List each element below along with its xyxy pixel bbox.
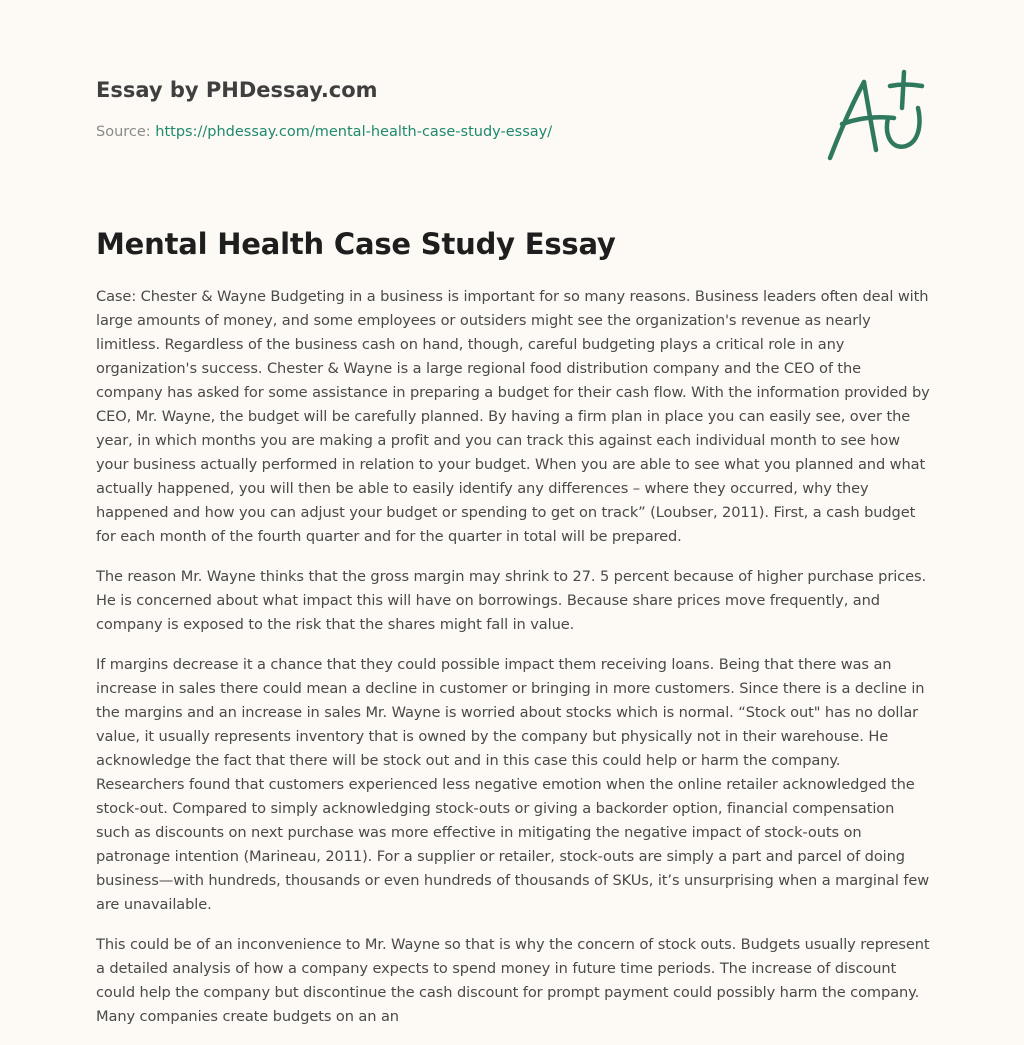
essay-body [96, 285, 930, 1045]
source-link[interactable]: https://phdessay.com/mental-health-case-study-essay/ [155, 124, 553, 140]
essay-paragraph: The reason Mr. Wayne thinks that the gross margin may shrink to 27. 5 percent because of higher purchase prices. He is concerned about what impact this will have on borrowings. Because share prices move frequently, and company is exposed to the risk that the shares might fall in value. [96, 568, 927, 633]
essay-paragraph: Case: Chester & Wayne Budgeting in a business is important for so many reasons. Business leaders often deal with large amounts of money, and some employees or outsiders might see the organization's revenue as nearly limitless. Regardless of the business cash on hand, though, careful budgeting plays a critical role in any organization's success. Chester & Wayne is a large regional food distribution company and the CEO of the company has asked for some assistance in preparing a budget for their cash flow. With the information provided by CEO, Mr. Wayne, the budget will be carefully planned. By having a firm plan in place you can easily see, over the year, in which months you are making a profit and you can track this against each individual month to see how your business actually performed in relation to your budget. When you are able to see what you planned and what actually happened, you will then be able to easily identify any differences – where they occurred, why they happened and how you can adjust your budget or spending to get on track” (Loubser, 2011). First, a cash budget for each month of the fourth quarter and for the quarter in total will be prepared. [96, 288, 930, 545]
brand-title: Essay by PHDessay.com [96, 78, 378, 102]
essay-paragraph: If margins decrease it a chance that they could possible impact them receiving loans. Being that there was an increase in sales there could mean a decline in customer or bringing in more customers. Since there is a decline in the margins and an increase in sales Mr. Wayne is worried about stocks which is normal. “Stock out" has no dollar value, it usually represents inventory that is owned by the company but physically not in their warehouse. He acknowledge the fact that there will be stock out and in this case this could help or harm the company. Researchers found that customers experienced less negative emotion when the online retailer acknowledged the stock-out. Compared to simply acknowledging stock-outs or giving a backorder option, financial compensation such as discounts on next purchase was more effective in mitigating the negative impact of stock-outs on patronage intention (Marineau, 2011). For a supplier or retailer, stock-outs are simply a part and parcel of doing business—with hundreds, thousands or even hundreds of thousands of SKUs, it’s unsurprising when a marginal few are unavailable. [96, 656, 930, 913]
source-line [96, 124, 552, 140]
source-label: Source: [96, 124, 156, 140]
a-plus-icon [818, 66, 930, 166]
essay-paragraph: This could be of an inconvenience to Mr. Wayne so that is why the concern of stock outs. Budgets usually represent a detailed analysis of how a company expects to spend money in future time periods. The increase of discount could help the company but discontinue the cash discount for prompt payment could possibly harm the company. Many companies create budgets on an an [96, 936, 930, 1025]
document-header [96, 76, 796, 140]
essay-title: Mental Health Case Study Essay [96, 227, 616, 261]
